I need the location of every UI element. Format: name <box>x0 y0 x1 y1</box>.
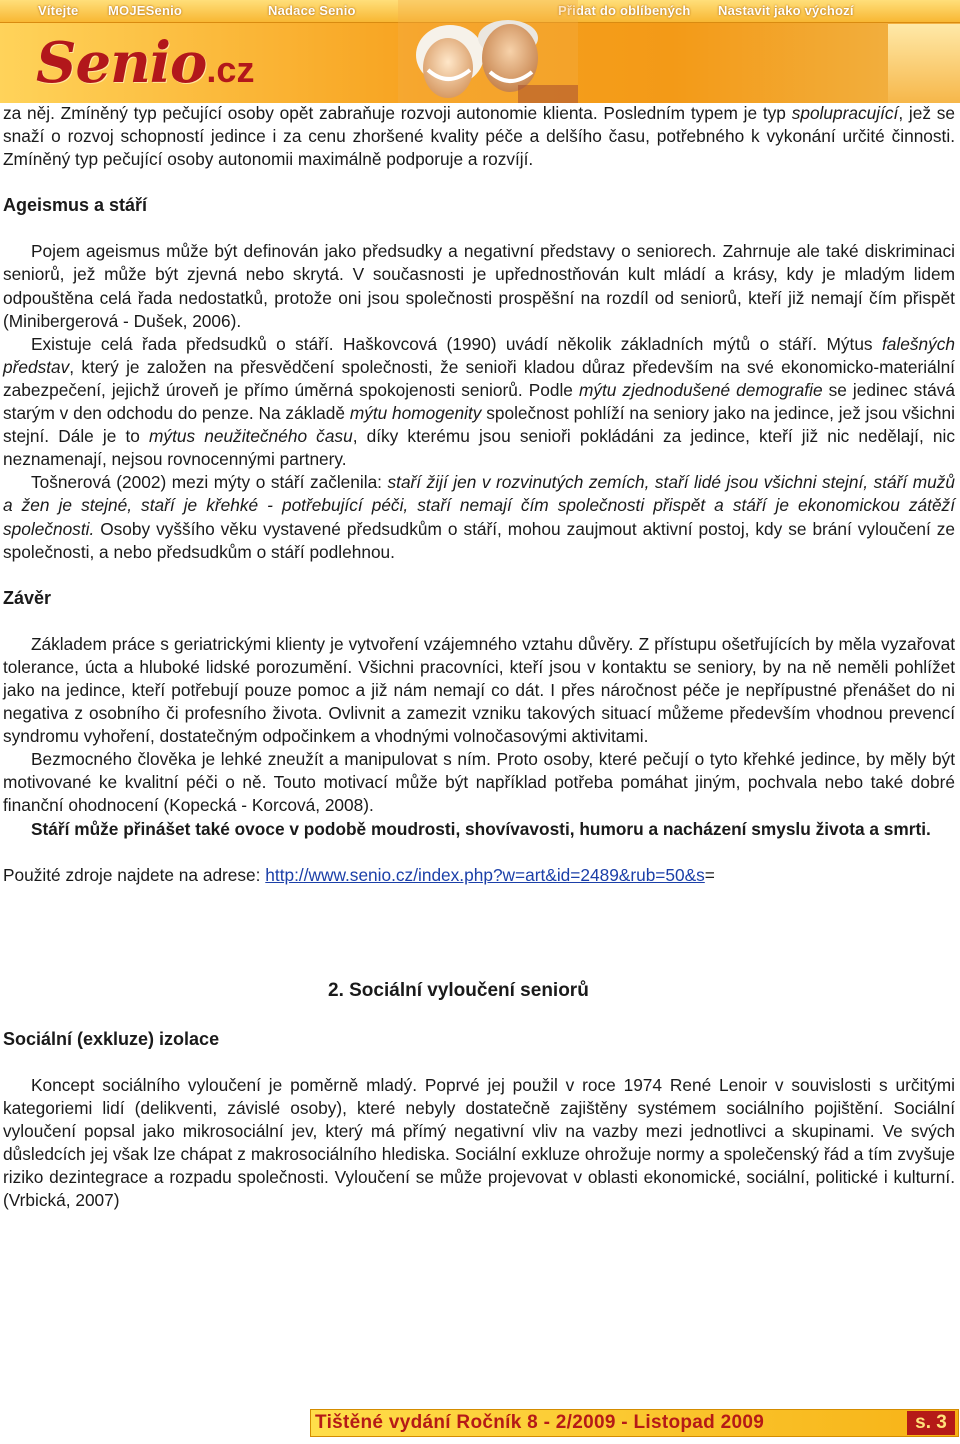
site-banner <box>0 0 960 103</box>
paragraph-myty-tosnerova: Tošnerová (2002) mezi mýty o stáří začlenila: staří žijí jen v rozvinutých zemích, staří lidé jsou všichni stejní, stáří mužů a žen je stejné, staří je křehké - potřebující péči, staří nemají čím společnosti přispět a stáří je ekonomickou zátěží společnosti. Osoby vyššího věku vystavené předsudkům o stáří, mohou zaujmout aktivní postoj, kdy se brání vyloučení ze společnosti, a nebo předsudkům o stáří podlehnou. <box>3 472 955 562</box>
paragraph-ageismus: Pojem ageismus může být definován jako předsudky a negativní představy o seniorech. Zahrnuje ale také diskriminaci seniorů, jež může být zjevná nebo skrytá. V současnosti je upřednostňován kult mládí a krásy, kdy je mladým lidem odpouštěna celá řada nedostatků, protože oni jsou společnosti prospěšní na rozdíl od seniorů, kteří již nemají čím přispět (Minibergerová - Dušek, 2006). <box>3 241 955 331</box>
source-link[interactable]: http://www.senio.cz/index.php?w=art&id=2489&rub=50&s <box>265 864 705 885</box>
banner-decoration <box>888 24 960 103</box>
nav-link-nadace-senio[interactable]: Nadace Senio <box>268 3 356 18</box>
section-title-socialni-vylouceni: 2. Sociální vyloučení seniorů <box>328 979 589 1001</box>
senio-logo[interactable]: Senio.cz <box>36 30 255 96</box>
paragraph-zaver-2: Bezmocného člověka je lehké zneužít a manipulovat s ním. Proto osoby, které pečují o tyto křehké jedince, by měly být motivované ke kvalitní péči o ně. Touto motivací může být například potřeba pomáhat jiným, pochvala nebo také dobré finanční ohodnocení (Kopecká - Korcová, 2008). <box>3 749 955 816</box>
print-edition-footer <box>310 1409 959 1437</box>
source-line: Použité zdroje najdete na adrese: http://www.senio.cz/index.php?w=art&id=2489&rub=50&s= <box>3 864 715 885</box>
paragraph-zaver-1: Základem práce s geriatrickými klienty je vytvoření vzájemného vztahu důvěry. Z přístupu ošetřujících by měla vyzařovat tolerance, úcta a hluboké lidské porozumění. Všichni pracovníci, kteří jsou v kontaktu se seniory, by na ně neměli pohlížet jako na jedince, kteří potřebují pouze pomoc a již nám nemají co dát. I přes náročnost péče je nepřípustné přenášet do ni negativa z osobního či profesního života. Ovlivnit a zamezit vzniku takových situací můžeme především vhodnou prevencí syndromu vyhoření, dostatečným odpočinkem a vhodnými volnočasovými aktivitami. <box>3 633 955 747</box>
paragraph-myty-haskovcova: Existuje celá řada předsudků o stáří. Haškovcová (1990) uvádí několik základních mýtů o stáří. Mýtus falešných představ, který je založen na přesvědčení společnosti, že senioři kladou důraz především na své ekonomicko-materiální zabezpečení, jejichž úroveň je přímo úměrná spokojenosti seniorů. Podle mýtu zjednodušené demografie se jedinec stává starým v den odchodu do penze. Na základě mýtu homogenity společnost pohlíží na seniory jako na jedince, jež jsou všichni stejní. Dále je to mýtus neužitečného času, díky kterému jsou senioři pokládáni za jedince, kteří již nic nedělají, nic neznamenají, nejsou rovnocennými partnery. <box>3 333 955 470</box>
paragraph-zaver-bold: Stáří může přinášet také ovoce v podobě moudrosti, shovívavosti, humoru a nacházení smyslu života a smrti. <box>31 818 931 839</box>
paragraph-socialni-izolace: Koncept sociálního vyloučení je poměrně mladý. Poprvé jej použil v roce 1974 René Lenoir v souvislosti s určitými kategoriemi lidí (delikventi, závislé osoby), které nebyly dostatečně zajištěny systémem sociálního pojištění. Sociální vyloučení popsal jako mikrosociální jev, který má přímý negativní vliv na vazby mezi jednotlivci a skupinami. Ve svých důsledcích jej však lze chápat z makrosociálního hlediska. Sociální exkluze ohrožuje normy a společenský řád a tím zvyšuje riziko dezintegrace a rozpadu společnosti. Vyloučení se může projevovat v oblasti ekonomické, sociální, politické i kulturní. (Vrbická, 2007) <box>3 1074 955 1211</box>
nav-link-mojesenio[interactable]: MOJESenio <box>108 3 183 18</box>
article-body <box>3 102 955 1212</box>
seniors-photo <box>398 0 578 103</box>
nav-link-nastavit-jako-vychozi[interactable]: Nastavit jako výchozí <box>718 3 854 18</box>
paragraph-typy-pecujicich: za něj. Zmíněný typ pečující osoby opět zabraňuje rozvoji autonomie klienta. Posledním typem je typ spolupracující, jež se snaží o rozvoj schopností jedince i za cenu zhoršené kvality péče a delšího času, potřebného k vykonání určité činnosti. Zmíněný typ pečující osoby autonomii maximálně podporuje a rozvíjí. <box>3 103 955 170</box>
page-number: s. 3 <box>907 1411 955 1435</box>
nav-link-pridat-do-oblibenych[interactable]: Přidat do oblíbených <box>558 3 691 18</box>
nav-link-vitejte[interactable]: Vítejte <box>38 3 79 18</box>
heading-ageismus: Ageismus a stáří <box>3 195 148 216</box>
heading-socialni-izolace: Sociální (exkluze) izolace <box>3 1028 220 1049</box>
footer-edition-text: Tištěné vydání Ročník 8 - 2/2009 - Listopad 2009 <box>315 1412 765 1433</box>
heading-zaver: Závěr <box>3 587 52 608</box>
